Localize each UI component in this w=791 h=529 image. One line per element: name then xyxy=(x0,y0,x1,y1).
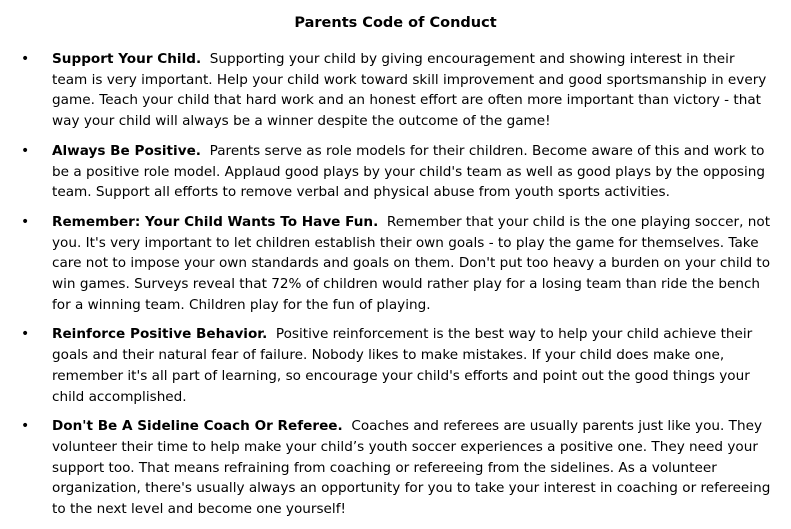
bullet-icon: • xyxy=(21,142,30,159)
page-title: Parents Code of Conduct xyxy=(294,15,497,31)
item-heading: Remember: Your Child Wants To Have Fun. xyxy=(52,213,379,230)
item-heading: Support Your Child. xyxy=(52,51,202,67)
bullet-icon: • xyxy=(21,213,30,230)
list-item xyxy=(0,212,791,316)
item-heading: Always Be Positive. xyxy=(52,142,201,159)
item-text: Coaches and referees are usually parents just like you. They volunteer their time to help make your child’s youth soccer experiences a positive one. They need your support too. That means refraining from coaching or refereeing from the sidelines. As a volunteer organization, there's usually always an opportunity for you to take your interest in coaching or refereeing to the next level and become one yourself! xyxy=(52,418,771,518)
item-text: Parents serve as role models for their children. Become aware of this and work to be a positive role model. Applaud good plays by your child's team as well as good plays by the opposing team. Support all efforts to remove verbal and physical abuse from youth sports activities. xyxy=(52,142,765,201)
item-text: Supporting your child by giving encouragement and showing interest in their team is very important. Help your child work toward skill improvement and good sportsmanship in every game. Teach your child that hard work and an honest effort are often more important than victory - that way your child will always be a winner despite the outcome of the game! xyxy=(52,51,767,130)
list-item xyxy=(0,324,791,407)
list-item xyxy=(0,416,791,520)
item-text: Positive reinforcement is the best way to help your child achieve their goals and their natural fear of failure. Nobody likes to make mistakes. If your child does make one, remember it's all part of learning, so encourage your child's efforts and point out the good things your child accomplished. xyxy=(52,326,753,405)
item-text: Remember that your child is the one playing soccer, not you. It's very important to let children establish their own goals - to play the game for themselves. Take care not to impose your own standards and goals on them. Don't put too heavy a burden on your child to win games. Surveys reveal that 72% of children would rather play for a losing team than ride the bench for a winning team. Children play for the fun of playing. xyxy=(52,213,771,313)
bullet-icon: • xyxy=(21,326,30,343)
bullet-icon: • xyxy=(21,51,30,67)
item-heading: Reinforce Positive Behavior. xyxy=(52,326,268,343)
bullet-icon: • xyxy=(21,418,30,435)
conduct-list xyxy=(0,49,791,529)
list-item xyxy=(0,141,791,203)
item-heading: Don't Be A Sideline Coach Or Referee. xyxy=(52,418,343,435)
list-item xyxy=(0,49,791,132)
